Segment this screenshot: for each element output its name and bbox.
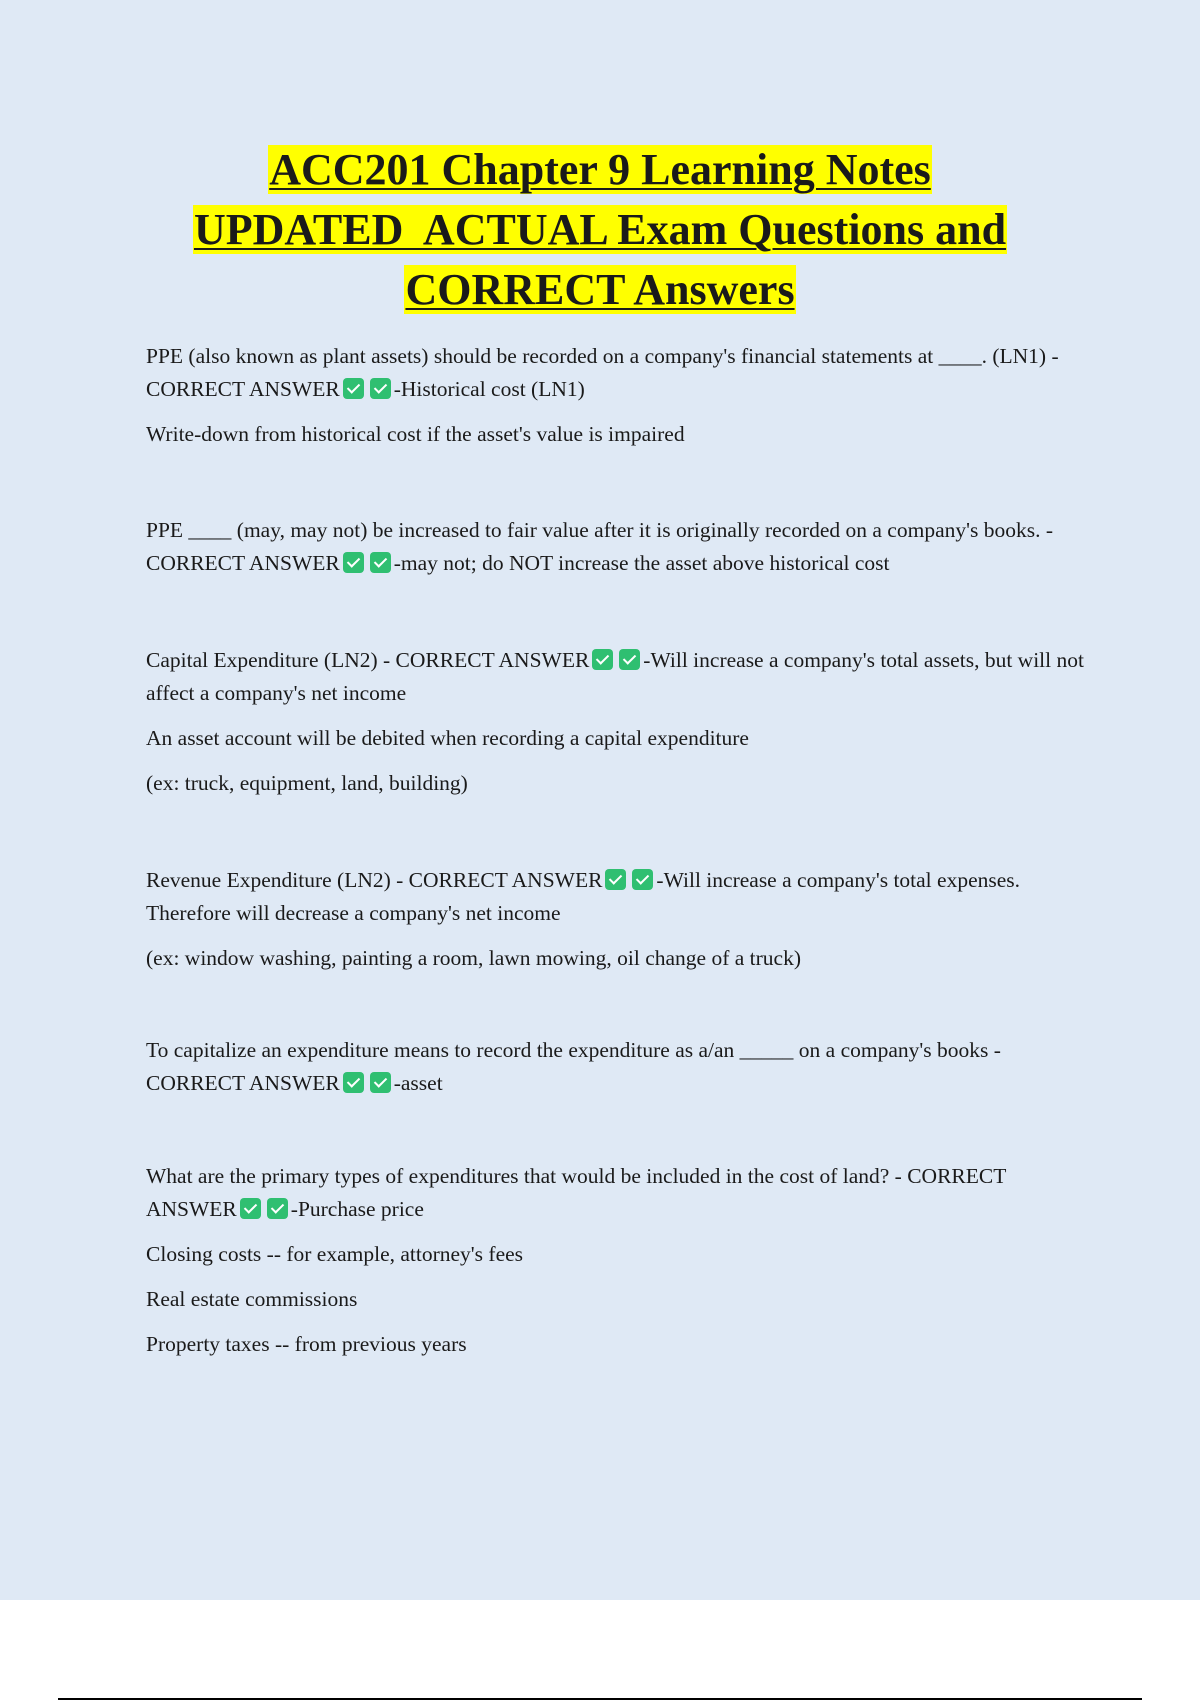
answer-text: -Historical cost (LN1): [393, 377, 585, 401]
qa-item: [146, 340, 1096, 451]
check-box-icon: [592, 649, 613, 670]
check-box-icon: [370, 378, 391, 399]
question-text: Revenue Expenditure (LN2) - CORRECT ANSWER: [146, 868, 603, 892]
answer-text: -may not; do NOT increase the asset above historical cost: [393, 551, 890, 575]
qa-text: [146, 1160, 1096, 1226]
note-line: Real estate commissions: [146, 1287, 358, 1311]
document-title: [0, 140, 1200, 320]
question-text: PPE (also known as plant assets) should be recorded on a company's financial statements at ____. (LN1) - CORRECT ANSWER: [146, 344, 1059, 401]
note-line: Property taxes -- from previous years: [146, 1332, 467, 1356]
note-line: (ex: truck, equipment, land, building): [146, 771, 468, 795]
qa-item: [146, 1160, 1096, 1361]
note-line: Closing costs -- for example, attorney's fees: [146, 1242, 524, 1266]
qa-item: [146, 864, 1096, 975]
question-text: Capital Expenditure (LN2) - CORRECT ANSWER: [146, 648, 590, 672]
title-line-1: ACC201 Chapter 9 Learning Notes: [269, 145, 931, 194]
title-line-2: UPDATED ACTUAL Exam Questions and: [193, 205, 1007, 254]
qa-item: [146, 514, 1096, 580]
check-box-icon: [267, 1198, 288, 1219]
check-box-icon: [619, 649, 640, 670]
check-box-icon: [240, 1198, 261, 1219]
qa-text: [146, 340, 1096, 406]
title-line-3: CORRECT Answers: [405, 265, 795, 314]
note-line: An asset account will be debited when recording a capital expenditure: [146, 726, 749, 750]
qa-item: [146, 644, 1096, 800]
check-box-icon: [343, 1072, 364, 1093]
note-line: Write-down from historical cost if the asset's value is impaired: [146, 422, 685, 446]
qa-text: [146, 644, 1096, 710]
note-line: (ex: window washing, painting a room, lawn mowing, oil change of a truck): [146, 946, 802, 970]
answer-text: -Will increase a company's total assets, but will not affect a company's net income: [146, 648, 1084, 705]
question-text: What are the primary types of expenditures that would be included in the cost of land? - CORRECT ANSWER: [146, 1164, 1006, 1221]
qa-text: [146, 1034, 1096, 1100]
question-text: PPE ____ (may, may not) be increased to fair value after it is originally recorded on a company's books. - CORRECT ANSWER: [146, 518, 1054, 575]
answer-text: -Purchase price: [290, 1197, 424, 1221]
check-box-icon: [370, 552, 391, 573]
check-box-icon: [632, 869, 653, 890]
check-box-icon: [605, 869, 626, 890]
check-box-icon: [343, 552, 364, 573]
check-box-icon: [343, 378, 364, 399]
qa-text: [146, 864, 1096, 930]
check-box-icon: [370, 1072, 391, 1093]
question-text: To capitalize an expenditure means to record the expenditure as a/an _____ on a company's books - CORRECT ANSWER: [146, 1038, 1001, 1095]
qa-item: [146, 1034, 1096, 1100]
qa-text: [146, 514, 1096, 580]
answer-text: -Will increase a company's total expenses. Therefore will decrease a company's net income: [146, 868, 1021, 925]
answer-text: -asset: [393, 1071, 443, 1095]
